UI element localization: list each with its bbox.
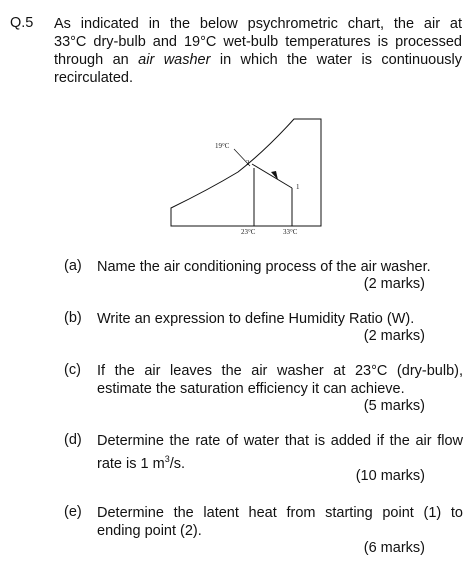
intro-line-3 bbox=[54, 51, 462, 69]
part-d-line-1: Determine the rate of water that is added if the air flow bbox=[97, 433, 463, 449]
chart-outline bbox=[171, 119, 321, 226]
dry-bulb-label-33: 33°C bbox=[283, 228, 298, 236]
part-e-label: (e) bbox=[64, 504, 82, 520]
part-a-label: (a) bbox=[64, 258, 82, 274]
question-intro bbox=[54, 15, 462, 87]
part-d-superscript: 3 bbox=[164, 454, 170, 464]
part-e-line-2: ending point (2). bbox=[97, 523, 202, 539]
part-d-label: (d) bbox=[64, 432, 82, 448]
part-c-marks: (5 marks) bbox=[363, 398, 425, 414]
part-b-text bbox=[97, 310, 463, 328]
part-c-label: (c) bbox=[64, 362, 81, 378]
part-b-marks: (2 marks) bbox=[363, 328, 425, 344]
point-2-label: 2 bbox=[246, 159, 250, 167]
psychrometric-chart bbox=[166, 116, 326, 236]
part-a-marks: (2 marks) bbox=[363, 276, 425, 292]
intro-line-1: As indicated in the below psychrometric chart, the air at bbox=[54, 16, 462, 32]
part-e-line-1: Determine the latent heat from starting point (1) to bbox=[97, 505, 463, 521]
point-1-label: 1 bbox=[296, 183, 300, 191]
wet-bulb-label: 19°C bbox=[215, 142, 230, 150]
part-d-line-2-head: rate is 1 m bbox=[97, 455, 165, 472]
part-c-line-1: If the air leaves the air washer at 23°C (dry-bulb), bbox=[97, 363, 463, 379]
part-d-line-2-tail: /s. bbox=[169, 455, 186, 472]
question-number: Q.5 bbox=[10, 15, 34, 31]
process-line bbox=[252, 164, 292, 188]
part-a-text bbox=[97, 258, 463, 276]
intro-line-3-tail: in which the water is continuously bbox=[210, 52, 462, 68]
part-c-text bbox=[97, 362, 463, 398]
part-e-marks: (6 marks) bbox=[363, 540, 425, 556]
part-b-label: (b) bbox=[64, 310, 82, 326]
part-b-line-1: Write an expression to define Humidity Ratio (W). bbox=[97, 311, 415, 327]
dry-bulb-label-23: 23°C bbox=[241, 228, 256, 236]
intro-line-4: recirculated. bbox=[54, 70, 133, 86]
intro-line-2: 33°C dry-bulb and 19°C wet-bulb temperatures is processed bbox=[54, 34, 462, 50]
part-d-marks: (10 marks) bbox=[355, 468, 425, 484]
part-d-text bbox=[97, 432, 463, 473]
part-a-line-1: Name the air conditioning process of the air washer. bbox=[97, 259, 431, 275]
air-washer-term: air washer bbox=[138, 52, 211, 68]
part-e-text bbox=[97, 504, 463, 540]
part-c-line-2: estimate the saturation efficiency it can achieve. bbox=[97, 381, 405, 397]
intro-line-3-head: through an bbox=[54, 52, 139, 68]
